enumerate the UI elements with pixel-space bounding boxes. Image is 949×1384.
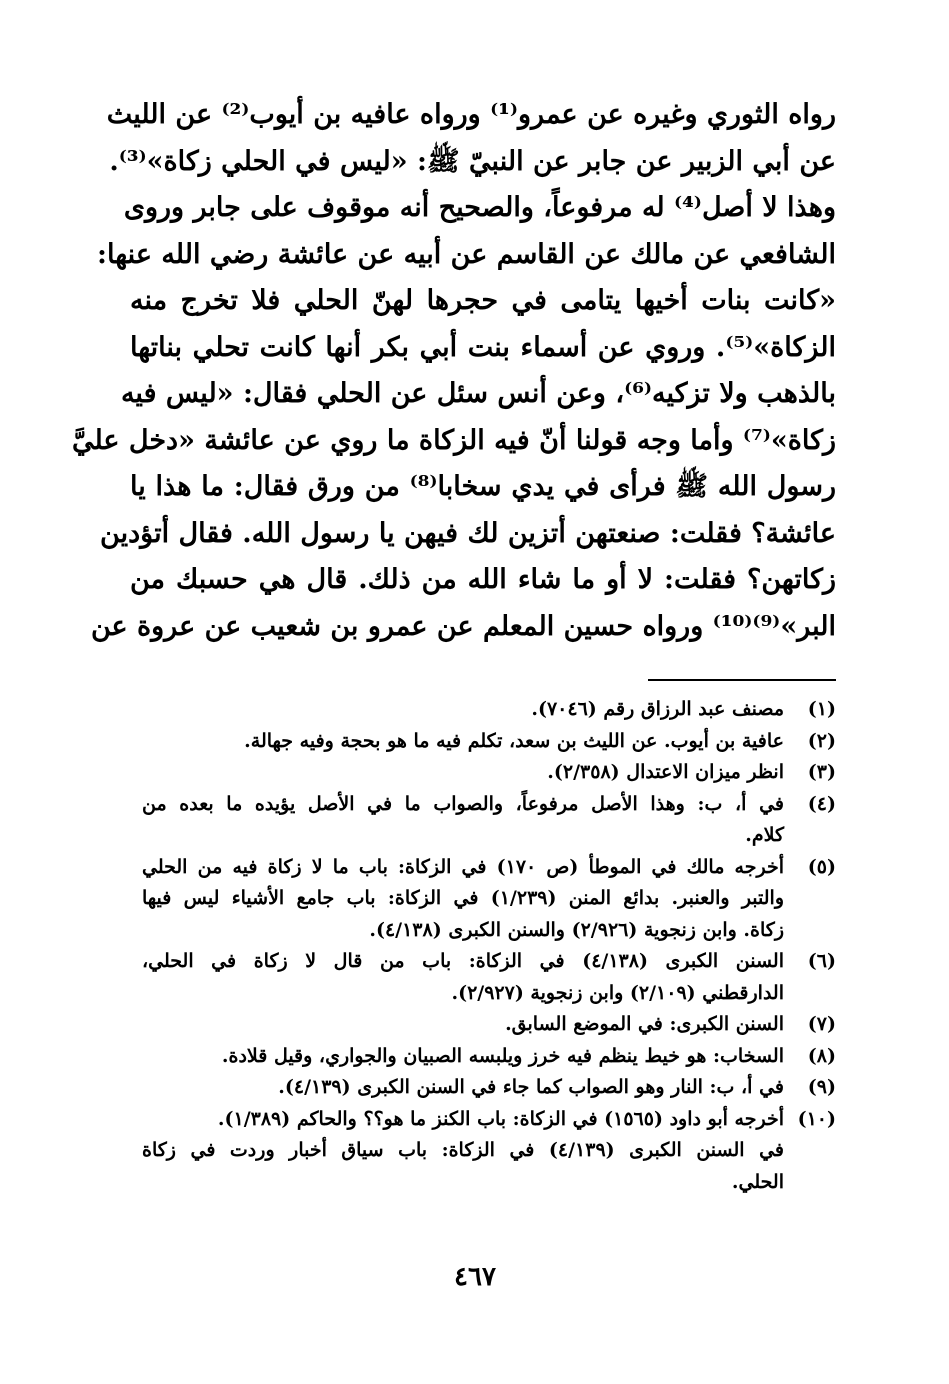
main-text-body (71, 92, 836, 650)
footnote-text (142, 726, 784, 758)
main-text-line: البر»⁽⁹⁾⁽¹⁰⁾ ورواه حسين المعلم عن عمرو بن شعيب عن عروة عن (90, 610, 836, 642)
footnote-number: (٢) (807, 729, 836, 752)
footnote-1 (142, 694, 836, 726)
footnote-line: السنن الكبرى: في الموضع السابق. (505, 1013, 784, 1035)
footnote-text (142, 694, 784, 726)
footnote-text (142, 852, 784, 947)
footnote-line: في أ، ب: النار وهو الصواب كما جاء في السنن الكبرى (٤/١٣٩). (278, 1076, 784, 1098)
footnote-line: مصنف عبد الرزاق رقم (٧٠٤٦). (531, 698, 784, 720)
footnote-number: (٨) (807, 1044, 836, 1067)
main-text-line: رواه الثوري وغيره عن عمرو⁽¹⁾ ورواه عافيه بن أيوب⁽²⁾ عن الليث (106, 99, 836, 130)
footnote-text (142, 789, 784, 852)
footnote-line: الحلي. (731, 1170, 784, 1193)
footnote-6 (142, 946, 836, 1009)
footnote-2 (142, 726, 836, 758)
main-text-line: عائشة؟ فقلت: صنعتهن أتزين لك فيهن يا رسول الله. فقال أتؤدين (100, 517, 836, 549)
footnote-number: (٦) (807, 950, 836, 972)
footnote-10 (142, 1104, 836, 1199)
footnote-number: (٩) (807, 1076, 836, 1098)
footnote-text (142, 1041, 784, 1073)
footnote-line: في أ، ب: وهذا الأصل مرفوعاً، والصواب ما في الأصل يؤيده ما بعده من (142, 792, 784, 815)
main-text-line: زكاة»⁽⁷⁾ وأما وجه قولنا أنّ فيه الزكاة ما روي عن عائشة «دخل عليَّ (71, 424, 836, 456)
footnote-number: (٧) (807, 1013, 836, 1035)
footnote-separator (648, 679, 836, 681)
footnote-line: أخرجه أبو داود (١٥٦٥) في الزكاة: باب الكنز ما هو؟؟ والحاكم (١/٣٨٩). (217, 1107, 784, 1130)
footnote-text (142, 1104, 784, 1199)
main-text-line: الشافعي عن مالك عن القاسم عن أبيه عن عائشة رضي الله عنها: (97, 238, 836, 270)
footnote-line: الدارقطني (٢/١٠٩) وابن زنجوية (٢/٩٢٧). (451, 981, 784, 1004)
main-text-line: الزكاة»⁽⁵⁾. وروي عن أسماء بنت أبي بكر أنها كانت تحلي بناتها (130, 331, 836, 363)
footnote-text (142, 757, 784, 789)
footnotes-section (142, 694, 836, 1198)
footnote-number: (١) (807, 698, 836, 720)
main-text-line: رسول الله ﷺ فرأى في يدي سخابا⁽⁸⁾ من ورق فقال: ما هذا يا (130, 471, 836, 502)
main-text-line: «كانت بنات أخيها يتامى في حجرها لهنّ الحلي فلا تخرج منه (130, 285, 836, 316)
footnote-line: عافية بن أيوب. عن الليث بن سعد، تكلم فيه ما هو بحجة وفيه جهالة. (244, 729, 784, 752)
footnote-line: زكاة. وابن زنجوية (٢/٩٢٦) والسنن الكبرى (٤/١٣٨). (369, 918, 784, 941)
footnote-line: انظر ميزان الاعتدال (٢/٣٥٨). (547, 761, 784, 783)
main-text-line: عن أبي الزبير عن جابر عن النبيّ ﷺ: «ليس في الحلي زكاة»⁽³⁾. (109, 145, 836, 177)
footnote-number: (١٠) (797, 1107, 836, 1130)
footnote-number: (٤) (807, 792, 836, 815)
main-text-line: زكاتهن؟ فقلت: لا أو ما شاء الله من ذلك. قال هي حسبك من (130, 564, 836, 595)
footnote-line: والتبر والعنبر. بدائع المنن (١/٢٣٩) في الزكاة: باب جامع الأشياء ليس فيها (142, 887, 785, 909)
footnote-line: كلام. (745, 824, 784, 846)
footnote-7 (142, 1009, 836, 1041)
footnote-4 (142, 789, 836, 852)
footnote-5 (142, 852, 836, 947)
footnote-3 (142, 757, 836, 789)
footnote-line: السنن الكبرى (٤/١٣٨) في الزكاة: باب من قال لا زكاة في الحلي، (142, 950, 784, 972)
footnote-line: أخرجه مالك في الموطأ (ص ١٧٠) في الزكاة: باب ما لا زكاة فيه من الحلي (142, 855, 784, 878)
main-text-line: بالذهب ولا تزكيه⁽⁶⁾، وعن أنس سئل عن الحلي فقال: «ليس فيه (120, 378, 836, 409)
footnote-text (142, 1009, 784, 1041)
footnote-line: السخاب: هو خيط ينظم فيه خرز ويلبسه الصبيان والجواري، وقيل قلادة. (221, 1044, 784, 1067)
footnote-number: (٥) (807, 855, 836, 878)
main-text-line: وهذا لا أصل⁽⁴⁾ له مرفوعاً، والصحيح أنه موقوف على جابر وروى (123, 192, 836, 223)
footnote-line: في السنن الكبرى (٤/١٣٩) في الزكاة: باب سياق أخبار وردت في زكاة (142, 1139, 784, 1161)
footnote-8 (142, 1041, 836, 1073)
footnote-9 (142, 1072, 836, 1104)
footnote-number: (٣) (807, 761, 836, 783)
footnote-text (142, 1072, 784, 1104)
page-number: ٤٦٧ (454, 1262, 496, 1292)
footnote-text (142, 946, 784, 1009)
